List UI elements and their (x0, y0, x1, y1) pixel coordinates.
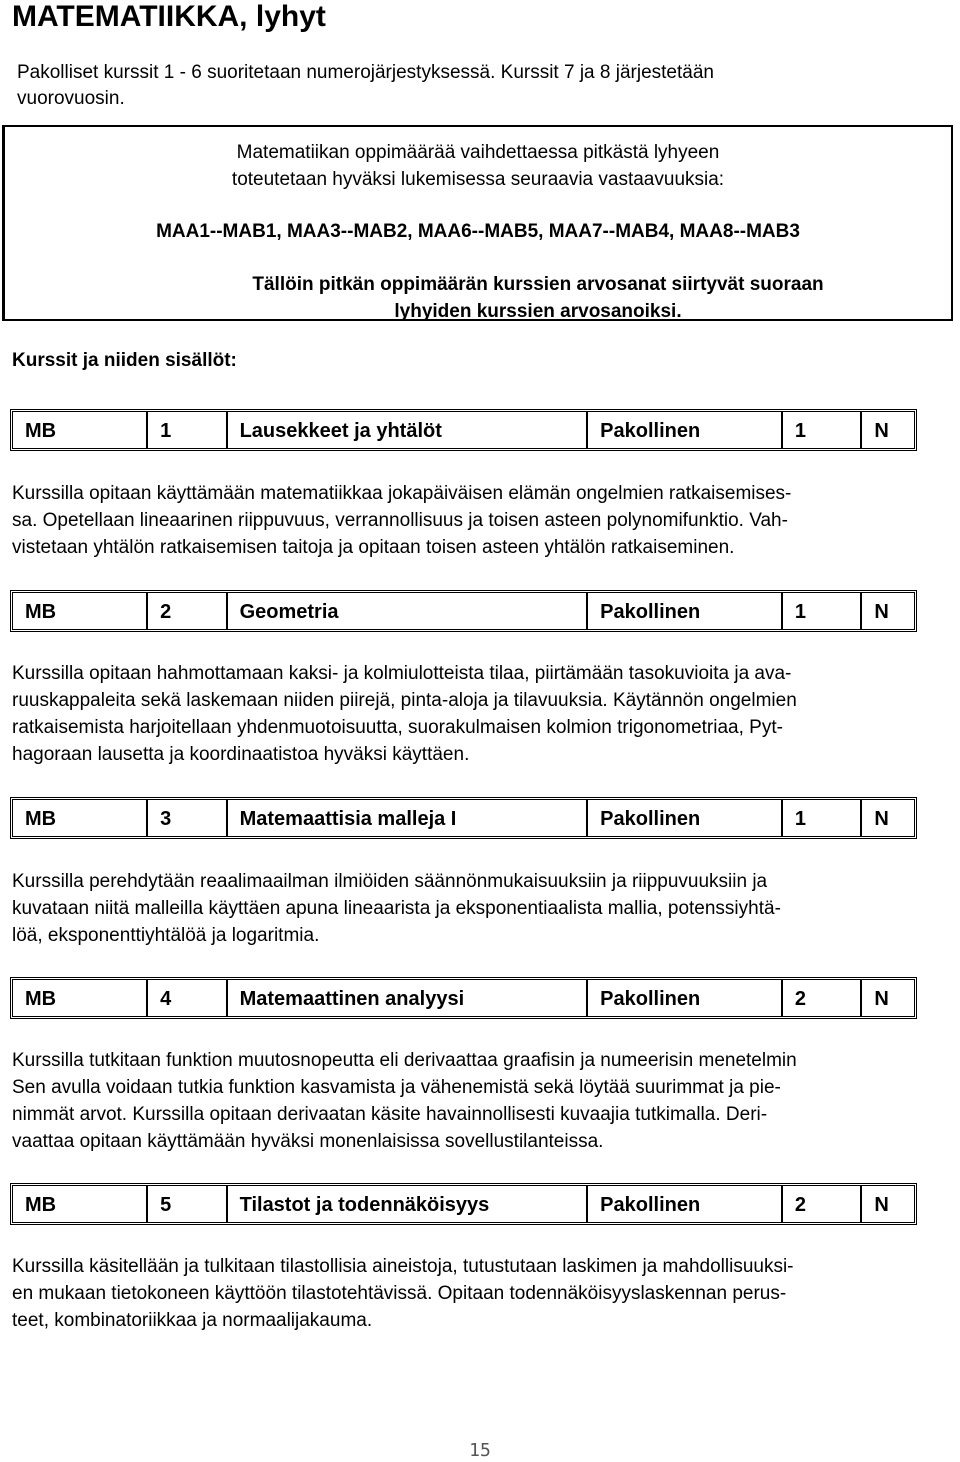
course-name-cell (228, 980, 589, 1016)
section-heading: Kurssit ja niiden sisällöt: (12, 350, 237, 371)
course-status: Pakollinen (600, 988, 701, 1010)
course-number-cell (148, 412, 227, 448)
info-note: Tällöin pitkän oppimäärän kurssien arvosanat siirtyvät suoraan (252, 274, 824, 295)
description-line: nimmät arvot. Kurssilla opitaan derivaatan käsite havainnollisesti kuvaajia tutkimalla. Deri- (12, 1104, 768, 1125)
intro-line: Pakolliset kurssit 1 - 6 suoritetaan numerojärjestyksessä. Kurssit 7 ja 8 järjestetään (17, 62, 714, 83)
course-name-cell (228, 593, 589, 629)
description-line: kuvataan niitä malleilla käyttäen apuna lineaarista ja eksponentiaalista mallia, potenssiyhtä- (12, 898, 781, 919)
course-number: 5 (160, 1194, 172, 1216)
course-number-cell (148, 800, 227, 836)
info-note: lyhyiden kurssien arvosanoiksi. (394, 301, 682, 322)
course-type: N (874, 808, 889, 830)
description-line: hagoraan lausetta ja koordinaatistoa hyväksi käyttäen. (12, 744, 470, 765)
description-line: en mukaan tietokoneen käyttöön tilastotehtävissä. Opitaan todennäköisyyslaskennan perus- (12, 1283, 787, 1304)
course-code-cell (13, 980, 148, 1016)
course-status-cell (588, 412, 783, 448)
description-line: Kurssilla käsitellään ja tulkitaan tilastollisia aineistoja, tutustutaan laskimen ja mahdollisuuksi- (12, 1256, 794, 1277)
course-number: 2 (160, 601, 172, 623)
course-credits: 1 (794, 420, 806, 442)
course-code: MB (25, 420, 57, 442)
course-header-row (10, 590, 917, 632)
course-code: MB (25, 1194, 57, 1216)
course-code-cell (13, 1186, 148, 1222)
description-line: vistetaan yhtälön ratkaisemisen taitoja ja opitaan toisen asteen yhtälön ratkaiseminen. (12, 537, 735, 558)
course-credits-cell (783, 1186, 862, 1222)
course-credits: 1 (794, 808, 806, 830)
course-code-cell (13, 800, 148, 836)
course-header-row (10, 409, 917, 451)
page-number: 15 (469, 1440, 491, 1461)
course-type: N (874, 601, 889, 623)
description-line: teet, kombinatoriikkaa ja normaalijakauma. (12, 1310, 373, 1331)
course-credits-cell (783, 980, 862, 1016)
course-description (12, 480, 942, 561)
description-line: vaattaa opitaan käyttämään hyväksi monenlaisissa sovellustilanteissa. (12, 1131, 604, 1152)
conversion-info-box (2, 125, 953, 321)
description-line: löä, eksponenttiyhtälöä ja logaritmia. (12, 925, 320, 946)
course-name: Geometria (239, 601, 339, 623)
course-code: MB (25, 988, 57, 1010)
course-status-cell (588, 1186, 783, 1222)
description-line: Kurssilla perehdytään reaalimaailman ilmiöiden säännönmukaisuuksiin ja riippuvuuksiin ja (12, 871, 768, 892)
description-line: Sen avulla voidaan tutkia funktion kasvamista ja vähenemistä sekä löytää suurimmat ja pie- (12, 1077, 781, 1098)
course-type-cell (862, 800, 914, 836)
course-credits: 1 (794, 601, 806, 623)
course-status-cell (588, 593, 783, 629)
course-type-cell (862, 980, 914, 1016)
course-type: N (874, 420, 889, 442)
course-number-cell (148, 593, 227, 629)
course-credits-cell (783, 800, 862, 836)
course-credits-cell (783, 412, 862, 448)
course-description (12, 660, 942, 768)
course-description (12, 868, 942, 949)
course-status: Pakollinen (600, 420, 701, 442)
course-number: 1 (160, 420, 172, 442)
course-type: N (874, 1194, 889, 1216)
course-name: Matemaattinen analyysi (239, 988, 465, 1010)
course-name: Lausekkeet ja yhtälöt (239, 420, 442, 442)
course-type-cell (862, 412, 914, 448)
course-number: 4 (160, 988, 172, 1010)
description-line: sa. Opetellaan lineaarinen riippuvuus, verrannollisuus ja toisen asteen polynomifunktio. Vah- (12, 510, 788, 531)
course-name: Matemaattisia malleja I (239, 808, 457, 830)
description-line: ratkaisemista harjoitellaan yhdenmuotoisuutta, suorakulmaisen kolmion trigonometriaa, Pyt- (12, 717, 783, 738)
course-number-cell (148, 980, 227, 1016)
description-line: ruuskappaleita sekä laskemaan niiden piirejä, pinta-aloja ja tilavuuksia. Käytännön ongelmien (12, 690, 797, 711)
course-status-cell (588, 800, 783, 836)
course-name-cell (228, 412, 589, 448)
course-number: 3 (160, 808, 172, 830)
description-line: Kurssilla tutkitaan funktion muutosnopeutta eli derivaattaa graafisin ja numeerisin menetelmin (12, 1050, 797, 1071)
info-line: toteutetaan hyväksi lukemisessa seuraavia vastaavuuksia: (231, 169, 725, 190)
course-status-cell (588, 980, 783, 1016)
course-code-cell (13, 593, 148, 629)
intro-line: vuorovuosin. (17, 88, 125, 109)
course-equivalences: MAA1--MAB1, MAA3--MAB2, MAA6--MAB5, MAA7--MAB4, MAA8--MAB3 (156, 221, 800, 242)
course-description (12, 1047, 942, 1155)
course-type-cell (862, 593, 914, 629)
course-credits: 2 (794, 988, 806, 1010)
course-code: MB (25, 808, 57, 830)
course-name: Tilastot ja todennäköisyys (239, 1194, 490, 1216)
course-header-row (10, 1183, 917, 1225)
course-name-cell (228, 800, 589, 836)
course-code-cell (13, 412, 148, 448)
course-status: Pakollinen (600, 1194, 701, 1216)
course-credits: 2 (794, 1194, 806, 1216)
course-number-cell (148, 1186, 227, 1222)
course-status: Pakollinen (600, 808, 701, 830)
description-line: Kurssilla opitaan hahmottamaan kaksi- ja kolmiulotteista tilaa, piirtämään tasokuvioita ja ava- (12, 663, 792, 684)
course-description (12, 1253, 942, 1334)
course-header-row (10, 797, 917, 839)
course-credits-cell (783, 593, 862, 629)
page-title: MATEMATIIKKA, lyhyt (12, 0, 326, 33)
description-line: Kurssilla opitaan käyttämään matematiikkaa jokapäiväisen elämän ongelmien ratkaisemises- (12, 483, 792, 504)
course-status: Pakollinen (600, 601, 701, 623)
course-type-cell (862, 1186, 914, 1222)
course-header-row (10, 977, 917, 1019)
course-type: N (874, 988, 889, 1010)
course-code: MB (25, 601, 57, 623)
info-line: Matematiikan oppimäärää vaihdettaessa pitkästä lyhyeen (236, 142, 720, 163)
intro-paragraph (17, 60, 917, 112)
course-name-cell (228, 1186, 589, 1222)
